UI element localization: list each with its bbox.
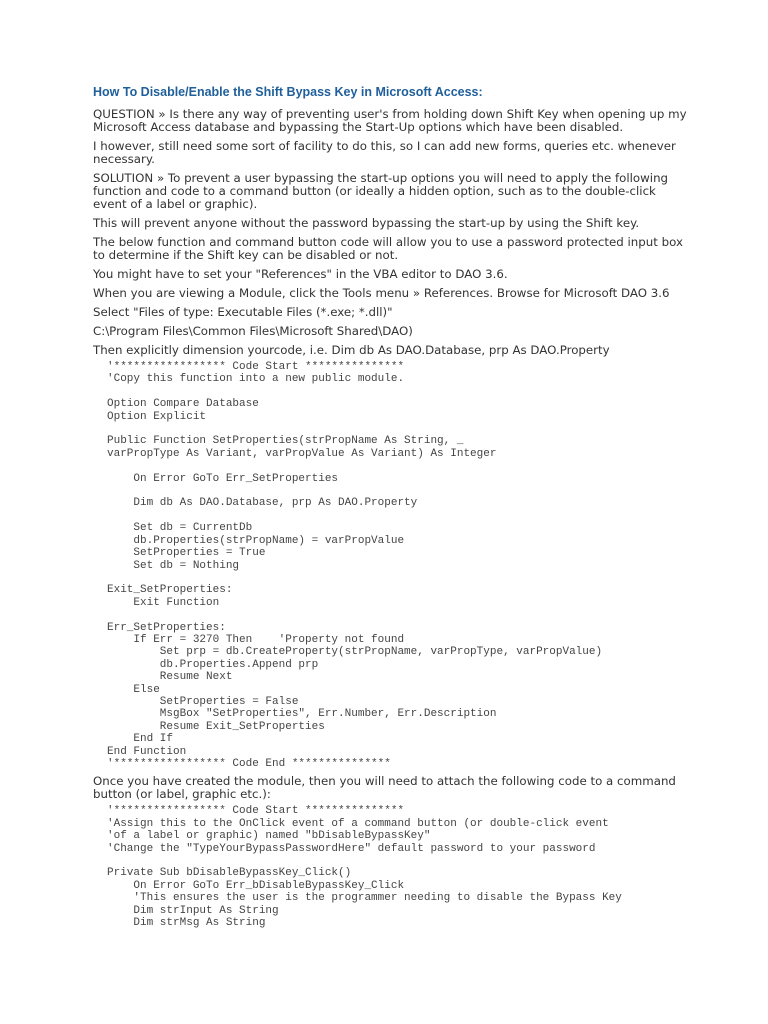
dimension-paragraph: Then explicitly dimension yourcode, i.e. Dim db As DAO.Database, prp As DAO.Property — [93, 343, 610, 357]
code-block-disable-bypass: '***************** Code Start *************** 'Assign this to the OnClick event of a command button (or double-click event 'of a label or graphic) named "bDisableBypassKey" 'Change the "TypeYourBypassPasswordHere" default password to your password Private Sub bDisableBypassKey_Click() On Error GoTo Err_bDisableBypassKey_Click 'This ensures the user is the programmer needing to disable the Bypass Key Dim strInput As String Dim strMsg As String — [107, 805, 622, 930]
solution-paragraph: SOLUTION » To prevent a user bypassing the start-up options you will need to apply the following function and code to a command button (or ideally a hidden option, such as to the double-click event of a label or graphic). — [93, 171, 669, 211]
code-block-set-properties: '***************** Code Start *************** 'Copy this function into a new public module. Option Compare Database Option Explicit Public Function SetProperties(strPropName As String, _ varPropType As Variant, varPropValue As Variant) As Integer On Error GoTo Err_SetProperties Dim db As DAO.Database, prp As DAO.Property Set db = CurrentDb db.Properties(strPropName) = varPropValue SetProperties = True Set db = Nothing Exit_SetProperties: Exit Function Err_SetProperties: If Err = 3270 Then 'Property not found Set prp = db.CreateProperty(strPropName, varPropType, varPropValue) db.Properties.Append prp Resume Next Else SetProperties = False MsgBox "SetProperties", Err.Number, Err.Description Resume Exit_SetProperties End If End Function '***************** Code End *************** — [107, 361, 603, 770]
article — [93, 84, 693, 934]
password-paragraph: This will prevent anyone without the password bypassing the start-up by using the Shift key. — [93, 216, 640, 230]
question-paragraph: QUESTION » Is there any way of preventing user's from holding down Shift Key when opening up my Microsoft Access database and bypassing the Start-Up options which have been disabled. — [93, 107, 687, 134]
references-paragraph: You might have to set your "References" in the VBA editor to DAO 3.6. — [93, 267, 508, 281]
input-box-paragraph: The below function and command button code will allow you to use a password protected input box to determine if the Shift key can be disabled or not. — [93, 235, 683, 262]
facility-paragraph: I however, still need some sort of facility to do this, so I can add new forms, queries etc. whenever necessary. — [93, 139, 676, 166]
files-of-type-paragraph: Select "Files of type: Executable Files (*.exe; *.dll)" — [93, 305, 393, 319]
dao-path-paragraph: C:\Program Files\Common Files\Microsoft Shared\DAO) — [93, 324, 413, 338]
article-title: How To Disable/Enable the Shift Bypass Key in Microsoft Access: — [93, 85, 483, 99]
tools-menu-paragraph: When you are viewing a Module, click the Tools menu » References. Browse for Microsoft DAO 3.6 — [93, 286, 670, 300]
attach-code-paragraph: Once you have created the module, then you will need to attach the following code to a command button (or label, graphic etc.): — [93, 774, 676, 802]
